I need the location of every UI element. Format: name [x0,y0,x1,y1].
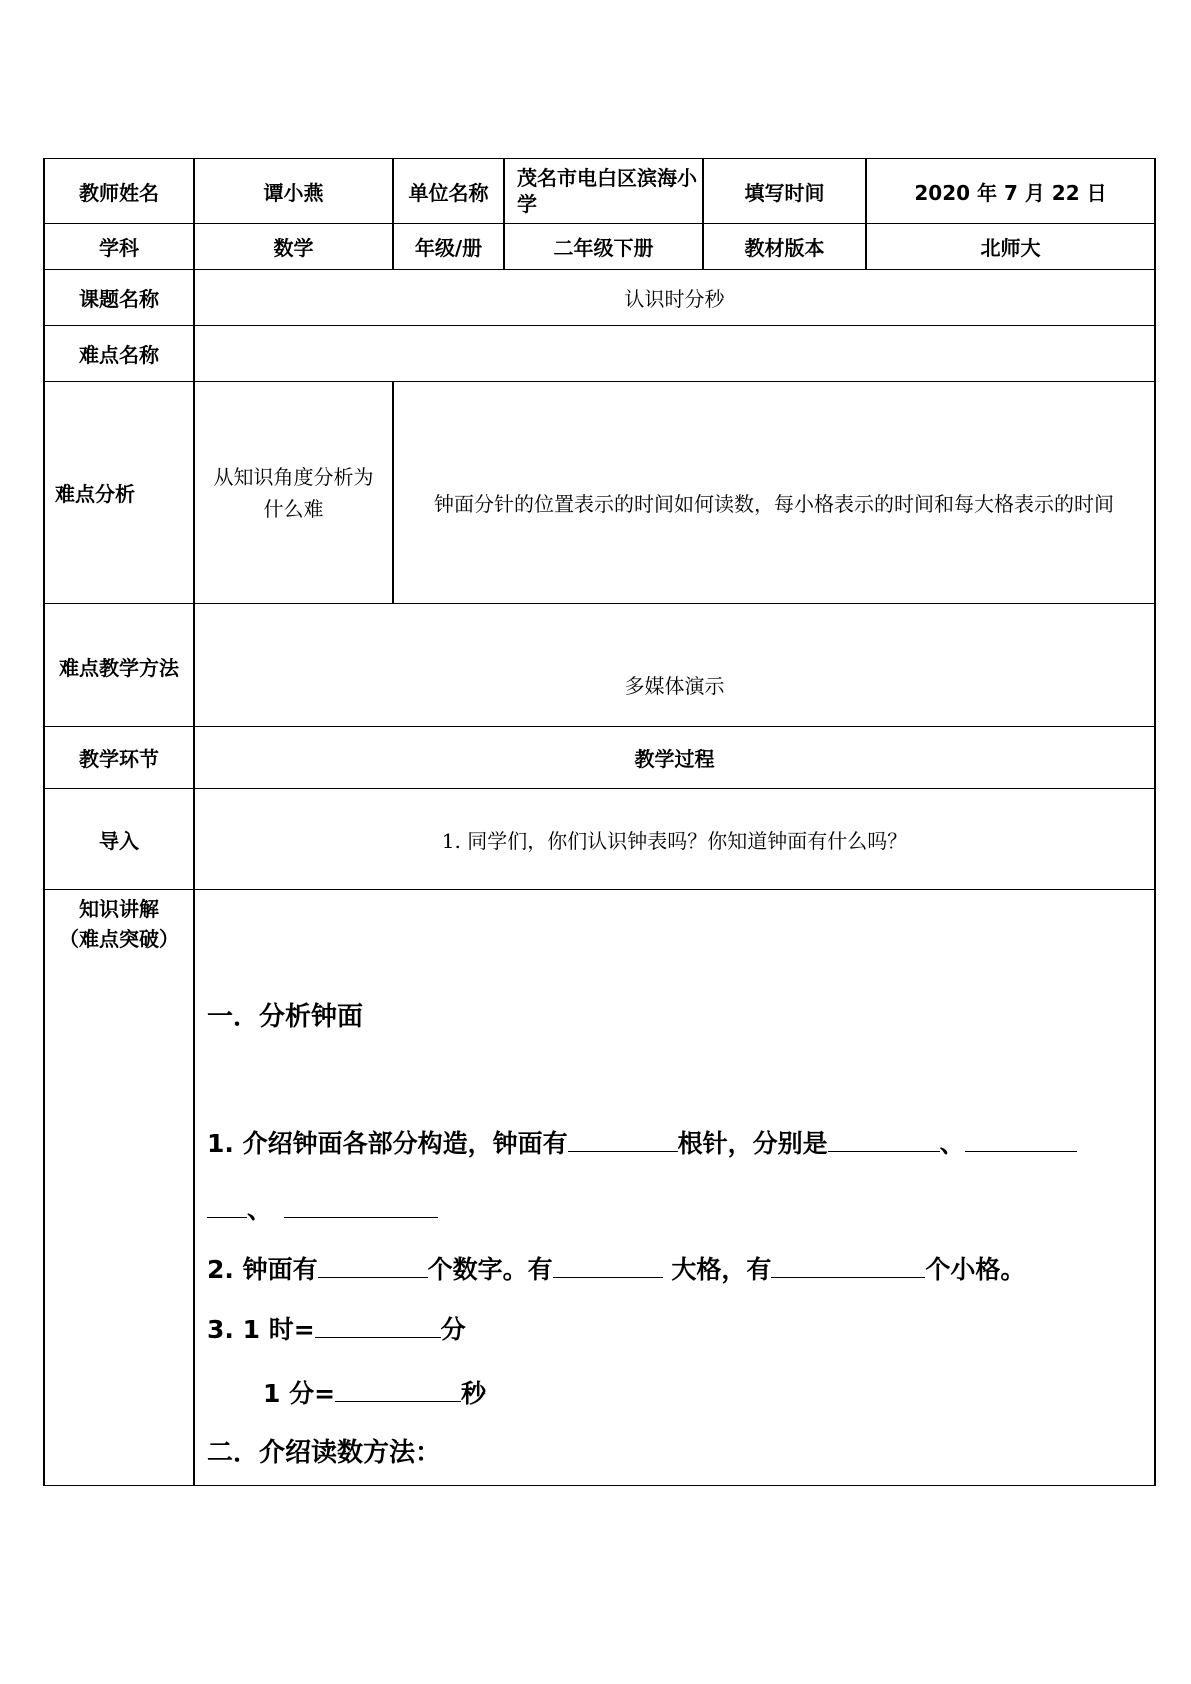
heading-analyze-clock: 一．分析钟面 [207,1002,364,1032]
method-label: 难点教学方法 [44,604,194,727]
teacher-label: 教师姓名 [44,159,194,224]
unit-label: 单位名称 [393,159,504,224]
unit-value: 茂名市电白区滨海小学 [504,159,703,224]
row-method [44,604,1155,727]
item-4-text-b: 秒 [461,1379,487,1408]
blank-hand-2-cont[interactable] [207,1195,247,1218]
blank-hands-count[interactable] [568,1129,678,1152]
method-value: 多媒体演示 [194,604,1155,727]
grade-value: 二年级下册 [504,224,703,270]
process-label: 教学环节 [44,727,194,789]
item-4-text-a: 1 分= [263,1379,336,1408]
item-1-text-c: 、 [939,1129,965,1158]
item-3 [207,1310,466,1346]
blank-big-divisions[interactable] [553,1255,663,1278]
item-1-text-a: 1. 介绍钟面各部分构造，钟面有 [207,1129,568,1158]
row-topic [44,270,1155,326]
row-difficulty [44,326,1155,382]
blank-minute-seconds[interactable] [335,1379,461,1402]
item-1-text-b: 根针，分别是 [677,1129,828,1158]
date-value: 2020 年 7 月 22 日 [866,159,1155,224]
item-2-text-c: 大格，有 [662,1255,772,1284]
process-value: 教学过程 [194,727,1155,789]
knowledge-label [44,890,194,1486]
edition-value: 北师大 [866,224,1155,270]
item-2 [207,1250,1025,1286]
row-analysis [44,382,1155,604]
item-1-text-d: 、 [247,1195,273,1224]
item-1-cont [207,1190,438,1226]
knowledge-label-line1: 知识讲解 [79,897,159,921]
row-subject [44,224,1155,270]
blank-hand-3[interactable] [284,1195,438,1218]
item-3-text-a: 3. 1 时= [207,1315,315,1344]
item-2-text-b: 个数字。有 [427,1255,553,1284]
row-process-header [44,727,1155,789]
difficulty-label: 难点名称 [44,326,194,382]
knowledge-content [194,890,1155,1486]
lesson-form-table [43,158,1156,1486]
blank-hour-minutes[interactable] [315,1315,441,1338]
knowledge-label-line2: （难点突破） [59,927,179,951]
item-4 [263,1374,486,1410]
row-teacher [44,159,1155,224]
item-3-text-b: 分 [440,1315,466,1344]
analysis-label: 难点分析 [44,382,194,604]
blank-small-divisions[interactable] [771,1255,925,1278]
blank-hand-2[interactable] [965,1129,1077,1152]
subject-label: 学科 [44,224,194,270]
row-knowledge [44,890,1155,1486]
edition-label: 教材版本 [703,224,866,270]
teacher-value: 谭小燕 [194,159,393,224]
row-intro [44,789,1155,890]
analysis-value: 钟面分针的位置表示的时间如何读数，每小格表示的时间和每大格表示的时间 [393,382,1155,604]
difficulty-value [194,326,1155,382]
blank-numbers-count[interactable] [318,1255,428,1278]
grade-label: 年级/册 [393,224,504,270]
topic-label: 课题名称 [44,270,194,326]
subject-value: 数学 [194,224,393,270]
item-2-text-a: 2. 钟面有 [207,1255,318,1284]
topic-value: 认识时分秒 [194,270,1155,326]
intro-value: 1. 同学们，你们认识钟表吗？你知道钟面有什么吗？ [194,789,1155,890]
intro-label: 导入 [44,789,194,890]
analysis-sub-label: 从知识角度分析为什么难 [194,382,393,604]
item-2-text-d: 个小格。 [925,1255,1026,1284]
heading-reading-method: 二．介绍读数方法： [207,1438,442,1468]
date-label: 填写时间 [703,159,866,224]
blank-hand-1[interactable] [828,1129,940,1152]
item-1 [207,1124,1077,1160]
